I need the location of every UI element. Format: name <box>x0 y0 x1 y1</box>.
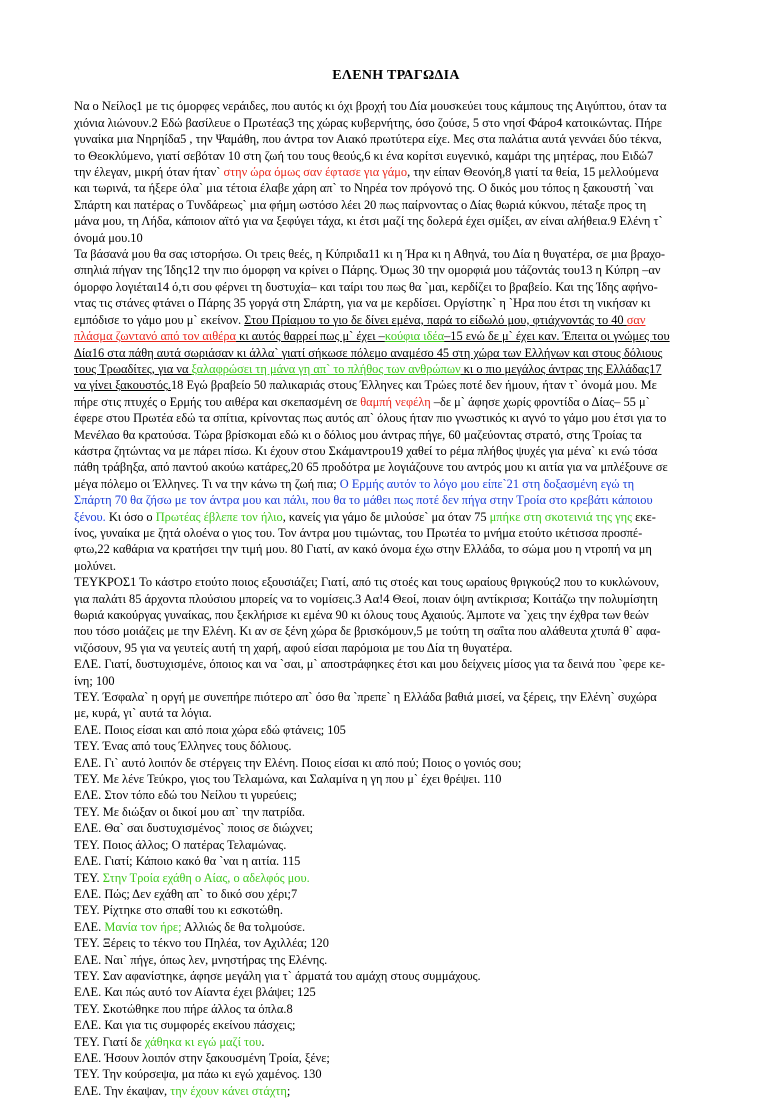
highlighted-green-text: Πρωτέας έβλεπε τον ήλιο <box>155 509 283 524</box>
text-run: ΤΕΥ. Ένας από τους Έλληνες τους δόλιους. <box>74 739 292 754</box>
text-line <box>74 98 718 114</box>
text-line <box>74 164 718 180</box>
text-line <box>74 246 718 262</box>
highlighted-blue-text: Ο Ερμής αυτόν το λόγο μου είπε`21 στη δοξασμένη εγώ τη <box>339 476 635 491</box>
text-line <box>74 804 718 820</box>
text-paragraph <box>74 886 718 902</box>
text-line <box>74 1017 718 1033</box>
text-run: κι αυτός θαρρεί πως μ` έχει – <box>236 329 385 344</box>
text-run: μολύνει. <box>74 558 116 573</box>
text-line <box>74 673 718 689</box>
text-line <box>74 591 718 607</box>
text-line <box>74 427 718 443</box>
text-line <box>74 1034 718 1050</box>
highlighted-red-text: στην ώρα όμως σαν έφτασε για γάμο <box>223 165 408 180</box>
text-run: μάνα μου, τη Λήδα, κάποιον αϊτό για να ξεφύγει τάχα, κι έτσι μαζί της δολερά έχει σμίξει, αν είναι αλήθεια.9 Ελένη τ` <box>74 214 663 229</box>
text-line <box>74 295 718 311</box>
text-run: πήρε στις πτυχές ο Ερμής του αιθέρα και σκεπασμένη σε <box>74 394 361 409</box>
text-run: ΕΛΕ. Την έκαψαν, <box>74 1083 171 1098</box>
text-paragraph <box>74 1066 718 1082</box>
text-line <box>74 656 718 672</box>
text-line <box>74 952 718 968</box>
text-line <box>74 837 718 853</box>
text-line <box>74 525 718 541</box>
text-line <box>74 1066 718 1082</box>
highlighted-green-text: κούφια ιδέα <box>384 329 445 344</box>
text-run: χιόνια λιώνουν.2 Εδώ βασίλευε ο Πρωτέας3 της χώρας κυβερνήτης, όσο ζούσε, 5 στο νησί Φάρο4 κατοικώντας. Πήρε <box>74 115 662 130</box>
text-line <box>74 640 718 656</box>
text-run: ΤΕΥ. Ρίχτηκε στο σπαθί του κι εσκοτώθη. <box>74 903 283 918</box>
text-run: το Θεοκλύμενο, γιατί σεβόταν 10 στη ζωή του τους θεούς,6 κι ένα κορίτσι ευγενικό, καμάρι της μητέρας, που Ειδώ7 <box>74 148 654 163</box>
text-run: να γίνει ξακουστός. <box>74 378 171 393</box>
text-run: ΤΕΥ. Έσφαλα` η οργή με συνεπήρε πιότερο απ` όσο θα `πρεπε` η Ελλάδα βαθιά μισεί, να ξέρεις, την Ελένη` συχώρα <box>74 690 657 705</box>
text-run: έφερε στου Πρωτέα εδώ τα σπίτια, κρίνοντας πως αυτός απ` όλους ήταν πιο γνωστικός κι αγνό το γάμο μου έτσι για το <box>74 411 667 426</box>
text-run: –15 ενώ δε μ` έχει καν. Έπειτα οι γνώμες του <box>444 329 670 344</box>
text-run: Να ο Νείλος1 με τις όμορφες νεράιδες, που αυτός κι όχι βροχή του Δία μουσκεύει τους κάμπους της Αιγύπτου, όταν τα <box>74 99 667 114</box>
text-run: γυναίκα μια Νηρηίδα5 , την Ψαμάθη, που άντρα τον Αιακό πρωτύτερα είχε. Μες στα παλάτια αυτά γεννάει δύο τέκνα, <box>74 132 662 147</box>
text-line <box>74 345 718 361</box>
text-run: ΕΛΕ. Ήσουν λοιπόν στην ξακουσμένη Τροία, ξένε; <box>74 1050 330 1065</box>
text-run: ΤΕΥ. <box>74 870 103 885</box>
text-run: και τωρινά, τα ήξερε όλα` μια τέτοια έλαβε χάρη απ` το Νηρέα τον πρόγονό της. Ο δικός μου τόπος η ξακουστή `ναι <box>74 181 654 196</box>
highlighted-green-text: μπήκε στη σκοτεινιά της γης <box>489 509 632 524</box>
highlighted-green-text: ξαλαφρώσει τη μάνα γη απ` το πλήθος των ανθρώπων <box>191 361 461 376</box>
text-line <box>74 509 718 525</box>
text-line <box>74 279 718 295</box>
text-run: Δία16 στα πάθη αυτά σωριάσαν κι άλλα` γιατί σήκωσε πόλεμο αναμέσο 45 στη χώρα των Ελλήνων και στους δόλιους <box>74 345 663 360</box>
text-paragraph <box>74 1001 718 1017</box>
text-line <box>74 1083 718 1099</box>
text-paragraph <box>74 1017 718 1033</box>
text-line <box>74 459 718 475</box>
text-paragraph <box>74 902 718 918</box>
text-line <box>74 197 718 213</box>
text-run: Στου Πρίαμου το γιο δε δίνει εμένα, παρά το είδωλό μου, φτιάχνοντάς το 40 <box>244 312 627 327</box>
text-run: –δε μ` άφησε χωρίς φροντίδα ο Δίας– 55 μ` <box>430 394 650 409</box>
text-run: ΕΛΕ. Ναι` πήγε, όπως λεν, μνηστήρας της Ελένης. <box>74 952 328 967</box>
text-run: Σπάρτη και πατέρας ο Τυνδάρεως` μια φήμη ωστόσο λέει 20 πως παίρνοντας ο Δίας θωριά κύκνου, πέταξε προς τη <box>74 197 647 212</box>
text-paragraph <box>74 820 718 836</box>
document-body <box>74 98 718 1099</box>
text-paragraph <box>74 656 718 689</box>
highlighted-green-text: χάθηκα κι εγώ μαζί του <box>144 1034 262 1049</box>
text-run: ΕΛΕ. Και για τις συμφορές εκείνου πάσχεις; <box>74 1018 296 1033</box>
text-run: εκε- <box>632 509 656 524</box>
highlighted-red-text: θαμπή νεφέλη <box>360 394 431 409</box>
text-run: ΕΛΕ. Πώς; Δεν εχάθη απ` το δικό σου χέρι;7 <box>74 886 298 901</box>
text-run: ΤΕΥ. Ποιος άλλος; Ο πατέρας Τελαμώνας. <box>74 837 287 852</box>
text-run: 18 Εγώ βραβείο 50 παλικαριάς στους Έλληνες και Τρώες ποτέ δεν ήμουν, ήταν τ` όνομά μου. Με <box>170 378 657 393</box>
text-paragraph <box>74 935 718 951</box>
text-line <box>74 984 718 1000</box>
text-line <box>74 1050 718 1066</box>
text-run: κι ο πιο μεγάλος άντρας της Ελλάδας17 <box>460 361 662 376</box>
text-line <box>74 787 718 803</box>
text-run: ΕΛΕ. <box>74 919 105 934</box>
text-line <box>74 968 718 984</box>
text-line <box>74 1001 718 1017</box>
text-line <box>74 148 718 164</box>
text-line <box>74 476 718 492</box>
text-line <box>74 262 718 278</box>
text-run: ΤΕΥ. Σκοτώθηκε που πήρε άλλος τα όπλα.8 <box>74 1001 293 1016</box>
highlighted-red-text: σαν <box>626 312 646 327</box>
text-run: με, κυρά, γι` αυτά τα λόγια. <box>74 706 212 721</box>
text-run: που τόσο μοιάζεις με την Ελένη. Κι αν σε ξένη χώρα δε βρισκόμουν,5 με τούτη τη σαΐτα που αλάθευτα χτυπά θ` αφα- <box>74 624 661 639</box>
text-run: για παλάτι 85 άρχοντα πλούσιου μπορείς να το νομίσεις.3 Αα!4 Θεοί, ποιαν όψη αντίκρισα; Κοιτάζω την πολυμίσητη <box>74 591 658 606</box>
highlighted-green-text: την έχουν κάνει στάχτη <box>170 1083 287 1098</box>
text-run: Αλλιώς δε θα τολμούσε. <box>181 919 306 934</box>
text-paragraph <box>74 1034 718 1050</box>
text-line <box>74 705 718 721</box>
text-line <box>74 180 718 196</box>
text-run: Τα βάσανά μου θα σας ιστορήσω. Οι τρεις θεές, η Κύπριδα11 κι η Ήρα κι η Αθηνά, του Δία η θυγατέρα, σε μια βραχο- <box>74 247 666 262</box>
text-run: ΕΛΕ. Ποιος είσαι και από ποια χώρα εδώ φτάνεις; 105 <box>74 722 346 737</box>
text-line <box>74 492 718 508</box>
text-run: ΕΛΕ. Στον τόπο εδώ του Νείλου τι γυρεύεις; <box>74 788 297 803</box>
text-line <box>74 886 718 902</box>
text-run: όμορφο λογιέται14 ό,τι σου φέρνει τη δυστυχία– και ταίρι του πως θα `μαι, κερδίζει το βραβείο. Και της Ίδης αφήνο- <box>74 279 658 294</box>
highlighted-green-text: Μανία τον ήρε; <box>104 919 182 934</box>
text-run: νιζόσουν, 95 για να γευτείς αυτή τη χαρή, αφού είσαι παρόμοια με του Δία τη θυγατέρα. <box>74 640 513 655</box>
highlighted-blue-text: Σπάρτη 70 θα ζήσω με τον άντρα μου και πάλι, που θα το μάθει πως ποτέ δεν πήγα στην Τροία στο κρεβάτι κάποιου <box>74 493 653 508</box>
text-paragraph <box>74 787 718 803</box>
text-paragraph <box>74 984 718 1000</box>
text-run: Κι όσο ο <box>105 509 156 524</box>
text-line <box>74 902 718 918</box>
text-run: σπηλιά πήγαν της Ίδης12 την πιο όμορφη να κρίνει ο Πάρης. Όμως 30 την ομορφιά μου τάζοντάς του13 η Κύπρη –αν <box>74 263 661 278</box>
text-run: ΤΕΥ. Ξέρεις το τέκνο του Πηλέα, τον Αχιλλέα; 120 <box>74 936 329 951</box>
text-line <box>74 755 718 771</box>
highlighted-green-text: Στην Τροία εχάθη ο Αίας, ο αδελφός μου. <box>102 870 310 885</box>
text-run: όνομά μου.10 <box>74 230 143 245</box>
text-line <box>74 541 718 557</box>
text-line <box>74 574 718 590</box>
text-run: ίνος, γυναίκα με ζητά ολοένα ο γιος του. Τον άντρα μου τιμώντας, του Πρωτέα το μνήμα ετούτο ικέτισσα προσπέ- <box>74 525 643 540</box>
text-paragraph <box>74 574 718 656</box>
text-run: ΕΛΕ. Θα` σαι δυστυχισμένος` ποιος σε διώχνει; <box>74 821 314 836</box>
text-line <box>74 213 718 229</box>
text-line <box>74 328 718 344</box>
text-run: ΕΛΕ. Γιατί; Κάποιο κακό θα `ναι η αιτία. 115 <box>74 854 301 869</box>
text-line <box>74 919 718 935</box>
text-line <box>74 689 718 705</box>
text-paragraph <box>74 804 718 820</box>
text-run: Μενέλαο θα κρατούσα. Τώρα βρίσκομαι εδώ κι ο δόλιος μου άντρας πήγε, 60 μαζεύοντας στρατό, στης Τροίας τα <box>74 427 642 442</box>
text-paragraph <box>74 837 718 853</box>
document-title: ΕΛΕΝΗ ΤΡΑΓΩΔΙΑ <box>332 68 460 83</box>
text-line <box>74 820 718 836</box>
text-paragraph <box>74 952 718 968</box>
text-line <box>74 312 718 328</box>
text-run: ; <box>286 1083 291 1098</box>
text-paragraph <box>74 738 718 754</box>
text-paragraph <box>74 1083 718 1099</box>
text-run: μέγα πόλεμο οι Έλληνες. Τι να την κάνω τη ζωή πια; <box>74 476 340 491</box>
text-run: ΕΛΕ. Γιατί, δυστυχισμένε, όποιος και να `σαι, μ` αποστράφηκες έτσι και μου δείχνεις μίσος για τα δεινά που `φερε κε- <box>74 657 666 672</box>
text-line <box>74 443 718 459</box>
text-run: θωριά κακούργας γυναίκας, που ξεκλήρισε κι εμένα 90 κι όλους τους Αχαιούς. Άμποτε να `χεις την έχθρα των θεών <box>74 608 649 622</box>
text-run: , κανείς για γάμο δε μιλούσε` μα όταν 75 <box>282 509 490 524</box>
text-line <box>74 623 718 639</box>
text-paragraph <box>74 755 718 771</box>
text-line <box>74 935 718 951</box>
text-run: την έλεγαν, μικρή όταν ήταν` <box>74 165 224 180</box>
text-line <box>74 361 718 377</box>
text-line <box>74 853 718 869</box>
text-run: ΤΕΥΚΡΟΣ1 Το κάστρο ετούτο ποιος εξουσιάζει; Γιατί, από τις στοές και τους ωραίους θριγκούς2 που το κυκλώνουν, <box>74 575 660 590</box>
text-run: , την είπαν Θεονόη,8 γιατί τα θεία, 15 μελλούμενα <box>407 165 659 180</box>
text-line <box>74 410 718 426</box>
text-run: φτω,22 καθάρια να κρατήσει την τιμή μου. 80 Γιατί, αν κακό όνομα έχω στην Ελλάδα, το σώμα μου η ντροπή να μη <box>74 542 652 557</box>
text-line <box>74 230 718 246</box>
text-line <box>74 131 718 147</box>
text-line <box>74 377 718 393</box>
text-line <box>74 870 718 886</box>
text-paragraph <box>74 689 718 722</box>
text-paragraph <box>74 98 718 246</box>
text-line <box>74 738 718 754</box>
text-paragraph <box>74 919 718 935</box>
text-paragraph <box>74 968 718 984</box>
text-line <box>74 722 718 738</box>
text-line <box>74 115 718 131</box>
text-run: ΤΕΥ. Την κούρσεψα, μα πάω κι εγώ χαμένος. 130 <box>74 1067 322 1082</box>
text-line <box>74 771 718 787</box>
text-run: ΕΛΕ. Και πώς αυτό τον Αίαντα έχει βλάψει; 125 <box>74 985 316 1000</box>
text-paragraph <box>74 722 718 738</box>
text-line <box>74 607 718 623</box>
text-paragraph <box>74 1050 718 1066</box>
text-line <box>74 394 718 410</box>
highlighted-blue-text: ξένου. <box>74 509 106 524</box>
highlighted-red-text: πλάσμα ζωντανό από τον αιθέρα <box>74 329 237 344</box>
text-run: τους Τρωαδίτες, για να <box>74 361 192 376</box>
text-run: ΤΕΥ. Σαν αφανίστηκε, άφησε μεγάλη για τ` άρματά του αμάχη στους συμμάχους. <box>74 968 481 983</box>
text-run: ίνη; 100 <box>74 673 115 688</box>
text-run: ΤΕΥ. Γιατί δε <box>74 1034 145 1049</box>
text-paragraph <box>74 870 718 886</box>
text-paragraph <box>74 771 718 787</box>
text-run: . <box>261 1034 265 1049</box>
text-paragraph <box>74 853 718 869</box>
text-run: κάστρα ζητώντας να με πάρει πίσω. Κι έχουν στου Σκάμαντρου19 χαθεί το ρέμα πλήθος ψυχές για μένα` κι ενώ τόσα <box>74 443 658 458</box>
text-run: ΤΕΥ. Με λένε Τεύκρο, γιος του Τελαμώνα, και Σαλαμίνα η γη που μ` έχει θρέψει. 110 <box>74 772 502 787</box>
text-run: ντας τις στάνες φτάνει ο Πάρης 35 γοργά στη Σπάρτη, για να με κερδίσει. Οργίστηκ` η `Ηρα που έτσι τη νικήσαν κι <box>74 296 651 311</box>
text-line <box>74 558 718 574</box>
text-run: εμπόδισε το γάμο μου μ` εκείνον. <box>74 312 245 327</box>
text-run: πάθη τράβηξα, από παντού ακούω κατάρες,20 65 προδότρα με λογιάζουνε του αντρός μου κι αιτία για να μπλέξουνε σε <box>74 460 668 475</box>
text-run: ΤΕΥ. Με διώξαν οι δικοί μου απ` την πατρίδα. <box>74 804 305 819</box>
text-paragraph <box>74 246 718 574</box>
text-run: ΕΛΕ. Γι` αυτό λοιπόν δε στέργεις την Ελένη. Ποιος είσαι κι από πού; Ποιος ο γονιός σου; <box>74 755 522 770</box>
